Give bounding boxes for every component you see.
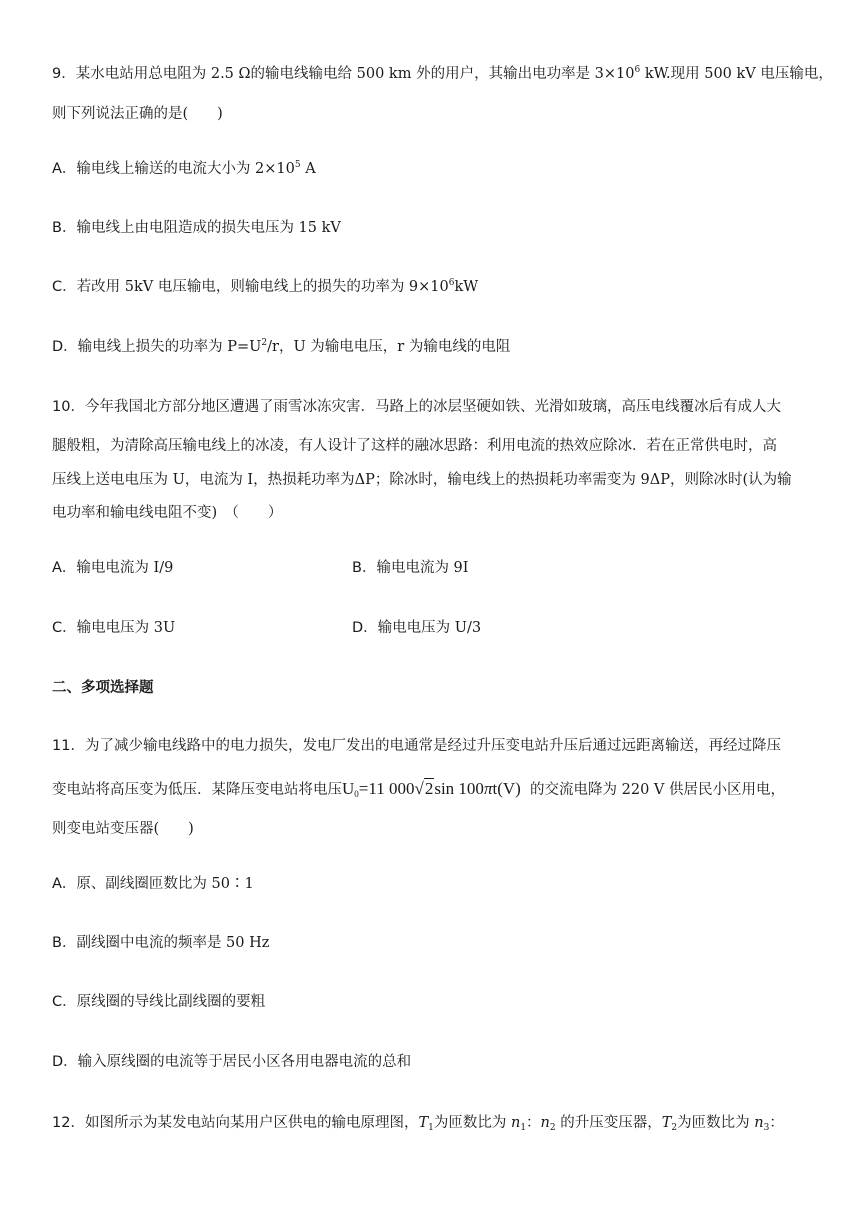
option-text: ．副线圈中电流的频率是 50 Hz bbox=[61, 935, 270, 951]
q10-number: 10 bbox=[52, 399, 71, 415]
option-text: ．输电电流为 9I bbox=[361, 560, 469, 576]
section-heading: 二、多项选择题 bbox=[52, 680, 154, 696]
formula-subscript: 0 bbox=[354, 789, 359, 799]
q9-stem-text-2: 则下列说法正确的是( ) bbox=[52, 106, 223, 122]
option-text: ．输电电压为 U/3 bbox=[363, 620, 482, 636]
option-exponent: 6 bbox=[448, 278, 455, 288]
ratio-colon: ： bbox=[526, 1115, 541, 1131]
q10-stem-text: ．今年我国北方部分地区遭遇了雨雪冰冻灾害．马路上的冰层坚硬如铁、光滑如玻璃，高压电线覆冰后有成人大 bbox=[70, 399, 781, 415]
option-exponent: 2 bbox=[261, 338, 268, 348]
t1-subscript: 1 bbox=[428, 1123, 434, 1133]
formula-pi: π bbox=[483, 779, 493, 798]
q11-stem-text: ．为了减少输电线路中的电力损失，发电厂发出的电通常是经过升压变电站升压后通过远距离输送，再经过降压 bbox=[70, 738, 781, 754]
q12-stem-text-a: ．如图所示为某发电站向某用户区供电的输电原理图， bbox=[70, 1115, 419, 1131]
formula-u: U bbox=[342, 779, 355, 798]
n1-subscript: 1 bbox=[520, 1123, 527, 1133]
option-text: ．输电线上损失的功率为 P=U bbox=[63, 339, 262, 355]
option-text: ．输电线上输送的电流大小为 2×10 bbox=[61, 161, 295, 177]
q11-stem-text-2a: 变电站将高压变为低压．某降压变电站将电压 bbox=[52, 782, 342, 798]
q12-stem-line1 bbox=[52, 1113, 784, 1133]
q11-option-b[interactable] bbox=[52, 933, 269, 953]
q10-stem-text-3: 压线上送电电压为 U，电流为 I，热损耗功率为ΔP；除冰时，输电线上的热损耗功率需变为 9ΔP，则除冰时(认为输 bbox=[52, 472, 792, 488]
q10-stem-line1 bbox=[52, 397, 781, 417]
option-label: A bbox=[52, 560, 62, 576]
q10-stem-line2 bbox=[52, 436, 777, 456]
option-label: B bbox=[52, 935, 62, 951]
radical-sign: √ bbox=[414, 779, 424, 798]
ratio-colon-2: ： bbox=[769, 1115, 784, 1131]
q12-stem-text-d: 为匝数比为 bbox=[677, 1115, 750, 1131]
q11-stem-line2 bbox=[52, 779, 785, 800]
q11-stem-text-3: 则变电站变压器( ) bbox=[52, 821, 194, 837]
t1-symbol: T bbox=[418, 1115, 429, 1131]
q9-option-d[interactable] bbox=[52, 337, 510, 357]
option-label: B bbox=[352, 560, 362, 576]
q9-option-c[interactable] bbox=[52, 277, 478, 297]
q9-stem-line2 bbox=[52, 104, 223, 124]
q10-option-d[interactable] bbox=[352, 618, 481, 638]
option-text: ．原、副线圈匝数比为 50∶1 bbox=[61, 876, 254, 892]
q9-stem-tail: kW.现用 500 kV 电压输电， bbox=[640, 66, 833, 82]
q10-stem-line3 bbox=[52, 470, 792, 490]
formula-sin: sin 100 bbox=[434, 779, 484, 798]
q10-stem-text-4: 电功率和输电线电阻不变) （ ） bbox=[52, 505, 283, 521]
option-tail: /r，U 为输电电压，r 为输电线的电阻 bbox=[267, 339, 511, 355]
option-label: C bbox=[52, 620, 63, 636]
q11-option-c[interactable] bbox=[52, 992, 265, 1012]
q9-exponent: 6 bbox=[634, 65, 641, 75]
q11-number: 11 bbox=[52, 738, 71, 754]
option-text: ．输电线上由电阻造成的损失电压为 15 kV bbox=[61, 220, 341, 236]
q12-stem-text-c: 的升压变压器， bbox=[560, 1115, 662, 1131]
q11-stem-text-2b: 的交流电降为 220 V 供居民小区用电， bbox=[530, 782, 785, 798]
q11-option-a[interactable] bbox=[52, 874, 254, 894]
option-label: B bbox=[52, 220, 62, 236]
option-text: ．输电电流为 I/9 bbox=[61, 560, 174, 576]
option-tail: A bbox=[300, 161, 316, 177]
q9-number: 9 bbox=[52, 66, 62, 82]
q9-stem-text: ．某水电站用总电阻为 2.5 Ω的输电线输电给 500 km 外的用户，其输出电功率是 3×10 bbox=[61, 66, 635, 82]
q10-stem-line4 bbox=[52, 503, 282, 523]
q10-option-b[interactable] bbox=[352, 558, 469, 578]
option-label: C bbox=[52, 279, 63, 295]
t2-subscript: 2 bbox=[671, 1123, 678, 1133]
option-label: D bbox=[352, 620, 364, 636]
q11-stem-line1 bbox=[52, 736, 781, 756]
sqrt-symbol bbox=[415, 779, 435, 799]
q11-stem-line3 bbox=[52, 819, 194, 839]
option-label: A bbox=[52, 161, 62, 177]
voltage-formula bbox=[342, 779, 521, 798]
option-text: ．原线圈的导线比副线圈的要粗 bbox=[62, 994, 266, 1010]
formula-coefficient: =11 000 bbox=[358, 779, 415, 798]
q9-option-a[interactable] bbox=[52, 159, 316, 179]
q10-stem-text-2: 腿般粗，为清除高压输电线上的冰凌，有人设计了这样的融冰思路：利用电流的热效应除冰．若在正常供电时，高 bbox=[52, 438, 777, 454]
n3-subscript: 3 bbox=[763, 1123, 770, 1133]
q9-stem-line1 bbox=[52, 64, 833, 84]
option-text: ．输电电压为 3U bbox=[62, 620, 176, 636]
q9-option-b[interactable] bbox=[52, 218, 341, 238]
q12-number: 12 bbox=[52, 1115, 71, 1131]
option-label: D bbox=[52, 1054, 64, 1070]
q12-stem-text-b: 为匝数比为 bbox=[433, 1115, 507, 1131]
formula-t: t(V) bbox=[492, 779, 521, 798]
option-label: A bbox=[52, 876, 62, 892]
radicand: 2 bbox=[424, 779, 434, 798]
n2-subscript: 2 bbox=[549, 1123, 556, 1133]
q11-option-d[interactable] bbox=[52, 1052, 411, 1072]
option-tail: kW bbox=[454, 279, 479, 295]
n3-symbol: n bbox=[754, 1115, 764, 1131]
n2-symbol: n bbox=[540, 1115, 550, 1131]
option-label: C bbox=[52, 994, 63, 1010]
option-label: D bbox=[52, 339, 64, 355]
q10-option-c[interactable] bbox=[52, 618, 175, 638]
option-text: ．若改用 5kV 电压输电，则输电线上的损失的功率为 9×10 bbox=[62, 279, 449, 295]
q10-option-a[interactable] bbox=[52, 558, 173, 578]
n1-symbol: n bbox=[510, 1115, 521, 1131]
option-text: ．输入原线圈的电流等于居民小区各用电器电流的总和 bbox=[63, 1054, 412, 1070]
t2-symbol: T bbox=[661, 1115, 672, 1131]
option-exponent: 5 bbox=[294, 160, 301, 170]
